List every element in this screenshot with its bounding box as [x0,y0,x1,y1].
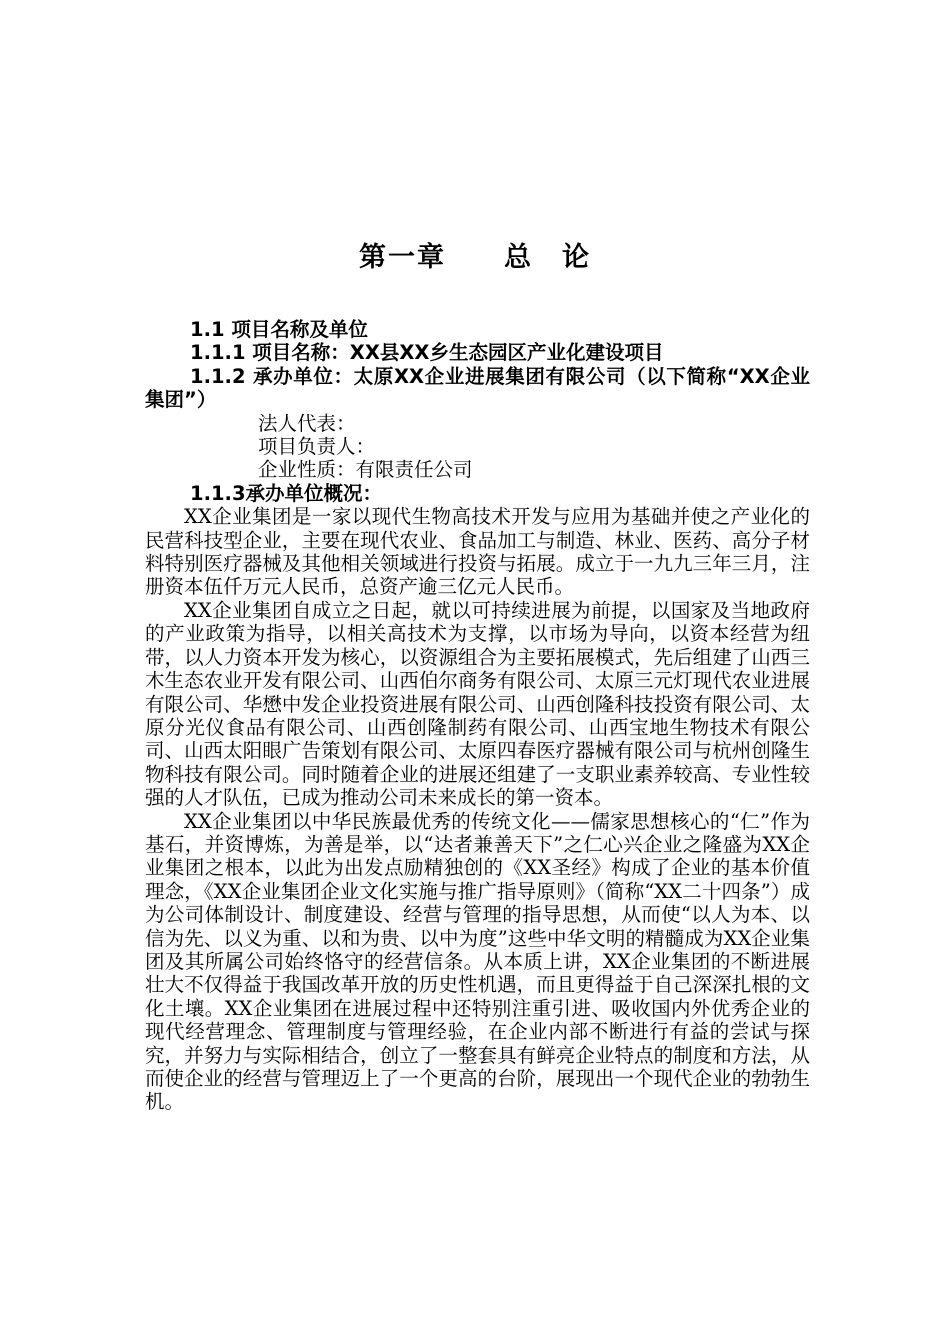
section-heading-project-name: 1.1.1 项目名称：XX县XX乡生态园区产业化建设项目 [190,341,664,365]
chapter-title: 第一章 总 论 [359,242,591,273]
field-project-lead: 项目负责人： [258,435,376,459]
section-heading-host-unit: 1.1.2 承办单位：太原XX企业进展集团有限公司（以下简称“XX企业集团”） [145,364,810,412]
field-legal-representative: 法人代表： [258,411,356,435]
paragraph-company-growth: XX企业集团自成立之日起，就以可持续进展为前提，以国家及当地政府的产业政策为指导，以相关高技术为支撑，以市场为导向，以资本经营为纽带，以人力资本开发为核心，以资源组合为主要拓展模式，先后组建了山西三木生态农业开发有限公司、山西伯尔商务有限公司、太原三元灯现代农业进展有限公司、华懋中发企业投资进展有限公司、山西创隆科技投资有限公司、太原分光仪食品有限公司、山西创隆制药有限公司、山西宝地生物技术有限公司、山西太阳眼广告策划有限公司、太原四春医疗器械有限公司与杭州创隆生物科技有限公司。同时随着企业的进展还组建了一支职业素养较高、专业性较强的人才队伍，已成为推动公司未来成长的第一资本。 [145,598,810,810]
section-heading-1-1: 1.1 项目名称及单位 [190,318,368,341]
field-enterprise-type: 企业性质：有限责任公司 [258,458,473,482]
paragraph-company-culture: XX企业集团以中华民族最优秀的传统文化——儒家思想核心的“仁”作为基石，并资博炼，为善是举，以“达者兼善天下”之仁心兴企业之隆盛为XX企业集团之根本，以此为出发点励精独创的《XX圣经》构成了企业的基本价值理念，《XX企业集团企业文化实施与推广指导原则》（简称“XX二十四条”）成为公司体制设计、制度建设、经营与管理的指导思想，从而使“以人为本、以信为先、以义为重、以和为贵、以中为度”这些中华文明的精髓成为XX企业集团及其所属公司始终恪守的经营信条。从本质上讲，XX企业集团的不断进展壮大不仅得益于我国改革开放的历史性机遇，而且更得益于自己深深扎根的文化土壤。XX企业集团在进展过程中还特别注重引进、吸收国内外优秀企业的现代经营理念、管理制度与管理经验，在企业内部不断进行有益的尝试与探究，并努力与实际相结合，创立了一整套具有鲜亮企业特点的制度和方法，从而使企业的经营与管理迈上了一个更高的台阶，展现出一个现代企业的勃勃生机。 [145,809,810,1114]
paragraph-company-intro: XX企业集团是一家以现代生物高技术开发与应用为基础并使之产业化的民营科技型企业，主要在现代农业、食品加工与制造、林业、医药、高分子材料特别医疗器械及其他相关领域进行投资与拓展。成立于一九九三年三月，注册资本伍仟万元人民币，总资产逾三亿元人民币。 [145,505,810,599]
document-body [145,318,810,1114]
section-heading-host-overview: 1.1.3承办单位概况： [190,481,383,505]
